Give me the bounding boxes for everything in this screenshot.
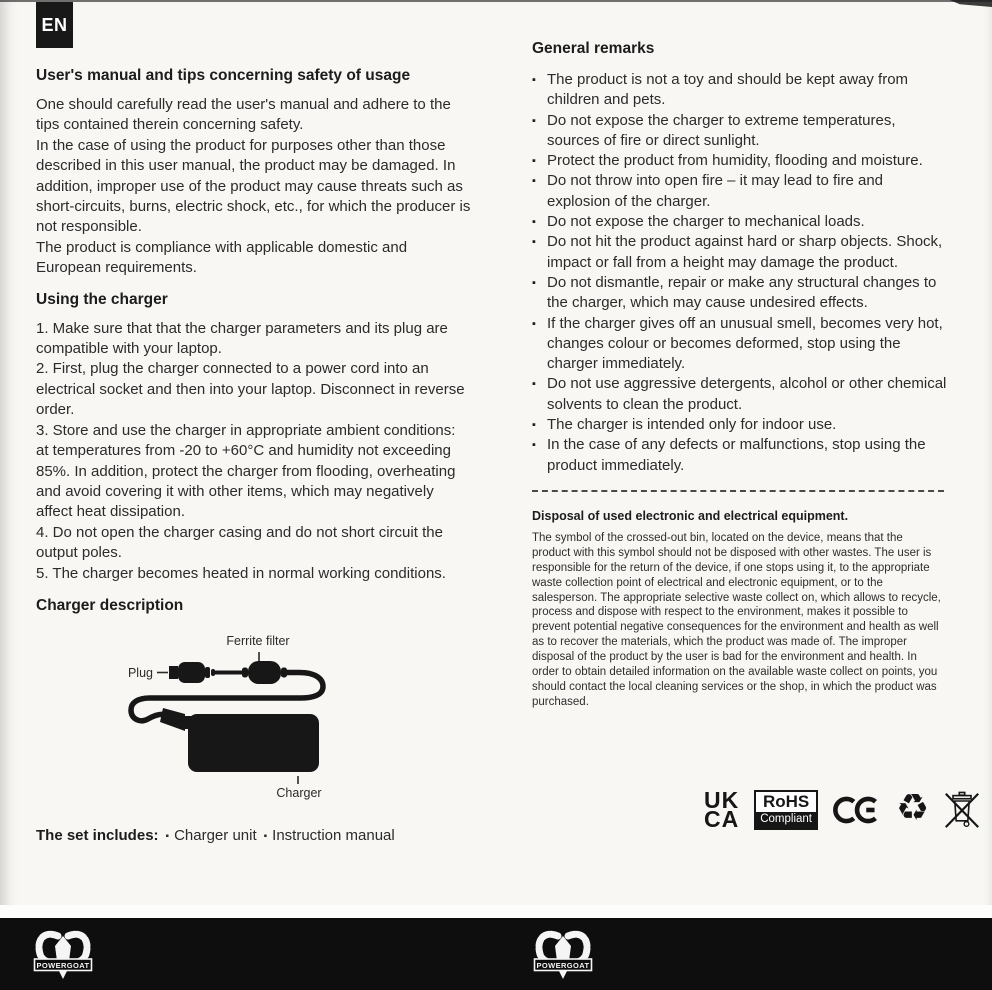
- cable-relief: [205, 667, 210, 678]
- heading-disposal: Disposal of used electronic and electrical equipment.: [532, 508, 849, 523]
- heading-general-remarks: General remarks: [532, 40, 655, 57]
- ce-mark-icon: [833, 794, 881, 826]
- safety-usage-paragraphs: [36, 95, 472, 279]
- brand-name: POWERGOAT: [536, 961, 590, 970]
- paragraph: The product is compliance with applicable domestic and European requirements.: [36, 238, 408, 277]
- compliance-marks: [704, 786, 992, 832]
- list-item: [532, 212, 950, 232]
- remark-text: Do not hit the product against hard or sharp objects. Shock, impact or fall from a height may damage the product.: [547, 233, 943, 271]
- heading-charger-description: Charger description: [36, 596, 184, 614]
- bullet: ▪: [165, 830, 170, 842]
- plug-label: Plug: [127, 665, 153, 680]
- list-item: [532, 171, 950, 212]
- remark-text: Do not expose the charger to mechanical loads.: [547, 213, 865, 231]
- remark-text: The product is not a toy and should be kept away from children and pets.: [547, 71, 909, 109]
- bullet: ▪: [532, 317, 536, 330]
- ferrite-filter: [248, 661, 281, 684]
- ukca-top: UK: [704, 786, 740, 813]
- charger-diagram: [36, 629, 472, 810]
- ferrite-filter-label: Ferrite filter: [226, 633, 290, 648]
- bullet: ▪: [532, 276, 536, 289]
- remark-text: Protect the product from humidity, flooding and moisture.: [547, 152, 923, 170]
- set-includes-label: The set includes:: [36, 826, 159, 844]
- right-column: [532, 30, 950, 830]
- scan-edge: [0, 0, 992, 2]
- cable-relief: [242, 667, 248, 677]
- language-badge: [36, 2, 73, 48]
- charger-diagram-drawing: [36, 629, 472, 805]
- list-item: [532, 232, 950, 273]
- list-item: [532, 374, 950, 415]
- remark-text: In the case of any defects or malfunctions, stop using the product immediately.: [547, 436, 926, 474]
- list-item: [532, 415, 950, 435]
- remark-text: Do not dismantle, repair or make any structural changes to the charger, which may cause undesired effects.: [547, 273, 937, 312]
- step: 5. The charger becomes heated in normal working conditions.: [36, 564, 446, 582]
- set-includes-item: Charger unit: [174, 826, 257, 844]
- list-item: [532, 151, 950, 171]
- scan-artifact: [946, 0, 992, 7]
- rohs-label: RoHS: [762, 791, 810, 811]
- bullet: ▪: [532, 378, 536, 391]
- bullet: ▪: [532, 74, 536, 86]
- powergoat-logo: [533, 925, 593, 983]
- powergoat-logo: [33, 925, 93, 983]
- remark-text: Do not expose the charger to extreme temperatures, sources of fire or direct sunlight.: [547, 111, 896, 149]
- bullet: ▪: [532, 236, 536, 249]
- bullet: ▪: [532, 439, 536, 452]
- footer-bar: [0, 918, 992, 990]
- remark-text: Do not use aggressive detergents, alcohol or other chemical solvents to clean the product.: [547, 375, 947, 413]
- remark-text: The charger is intended only for indoor use.: [547, 416, 837, 434]
- list-item: [532, 111, 950, 152]
- remark-text: If the charger gives off an unusual smell, becomes very hot, changes colour or becomes deformed, stop using the charger immediately.: [547, 314, 943, 373]
- bullet: ▪: [532, 419, 536, 432]
- list-item: [532, 435, 950, 476]
- step: 2. First, plug the charger connected to a power cord into an electrical socket and then into your laptop. Disconnect in reverse order.: [36, 360, 465, 419]
- remark-text: Do not throw into open fire – it may lead to fire and explosion of the charger.: [547, 172, 884, 210]
- charger-body: [188, 714, 319, 772]
- brand-name: POWERGOAT: [36, 961, 90, 970]
- list-item: [532, 70, 950, 111]
- heading-using-charger: Using the charger: [36, 290, 168, 308]
- list-item: [532, 314, 950, 375]
- bullet: ▪: [263, 830, 268, 842]
- bullet: ▪: [532, 114, 536, 127]
- rohs-mark: [754, 790, 818, 830]
- general-remarks-list: [532, 70, 950, 476]
- charger-label: Charger: [276, 785, 322, 800]
- cable-curve: [131, 672, 323, 720]
- list-item: [532, 273, 950, 314]
- weee-bin-icon: [944, 790, 980, 830]
- bullet: ▪: [532, 175, 536, 188]
- ukca-mark: [704, 786, 740, 832]
- dashed-divider: [532, 490, 944, 492]
- step: 4. Do not open the charger casing and do not short circuit the output poles.: [36, 523, 443, 562]
- step: 3. Store and use the charger in appropriate ambient conditions: at temperatures from -20 to +60°C and humidity not exceeding 85%. In addition, protect the charger from flooding, overheating and avoid covering it with other items, which may negatively affect heat dissipation.: [36, 421, 456, 521]
- ukca-bottom: CA: [704, 805, 740, 832]
- recycle-icon: ♻: [896, 787, 930, 829]
- rohs-compliant-label: Compliant: [756, 812, 816, 828]
- plug-body: [178, 662, 205, 683]
- plug-prong: [169, 666, 178, 679]
- bullet: ▪: [532, 216, 536, 229]
- paragraph: One should carefully read the user's manual and adhere to the tips contained therein concerning safety.: [36, 96, 451, 134]
- language-badge-label: EN: [41, 14, 68, 35]
- set-includes-line: [36, 827, 472, 844]
- heading-safety-usage: User's manual and tips concerning safety of usage: [36, 67, 411, 84]
- cable-relief: [211, 669, 215, 676]
- using-charger-steps: [36, 319, 472, 584]
- disposal-body: The symbol of the crossed-out bin, located on the device, means that the product with this symbol should not be disposed with other wastes. The user is responsible for the return of the device, if one stops using it, to the appropriate waste collection point of electrical and electronic equipment, or to the salesperson. The appropriate selective waste collect on, which allows to recycle, process and dispose with respect to the environment, makes it possible to prevent potential negative consequences for the environment and health as well as to recover the materials, which the product was made of. The improper disposal of the product by the user is bad for the environment and health. In order to obtain detailed information on the available waste collect on points, you should contact the local cleaning services or the shop, in which the product was purchased.: [532, 531, 941, 708]
- set-includes-item: Instruction manual: [272, 826, 395, 844]
- bullet: ▪: [532, 155, 536, 168]
- step: 1. Make sure that that the charger parameters and its plug are compatible with your laptop.: [36, 319, 448, 358]
- dc-connector: [160, 708, 185, 731]
- left-column: [36, 58, 472, 844]
- paragraph: In the case of using the product for purposes other than those described in this user manual, the product may be damaged. In addition, improper use of the product may cause threats such as short-circuits, burns, electric shock, etc., for which the producer is not responsible.: [36, 136, 471, 236]
